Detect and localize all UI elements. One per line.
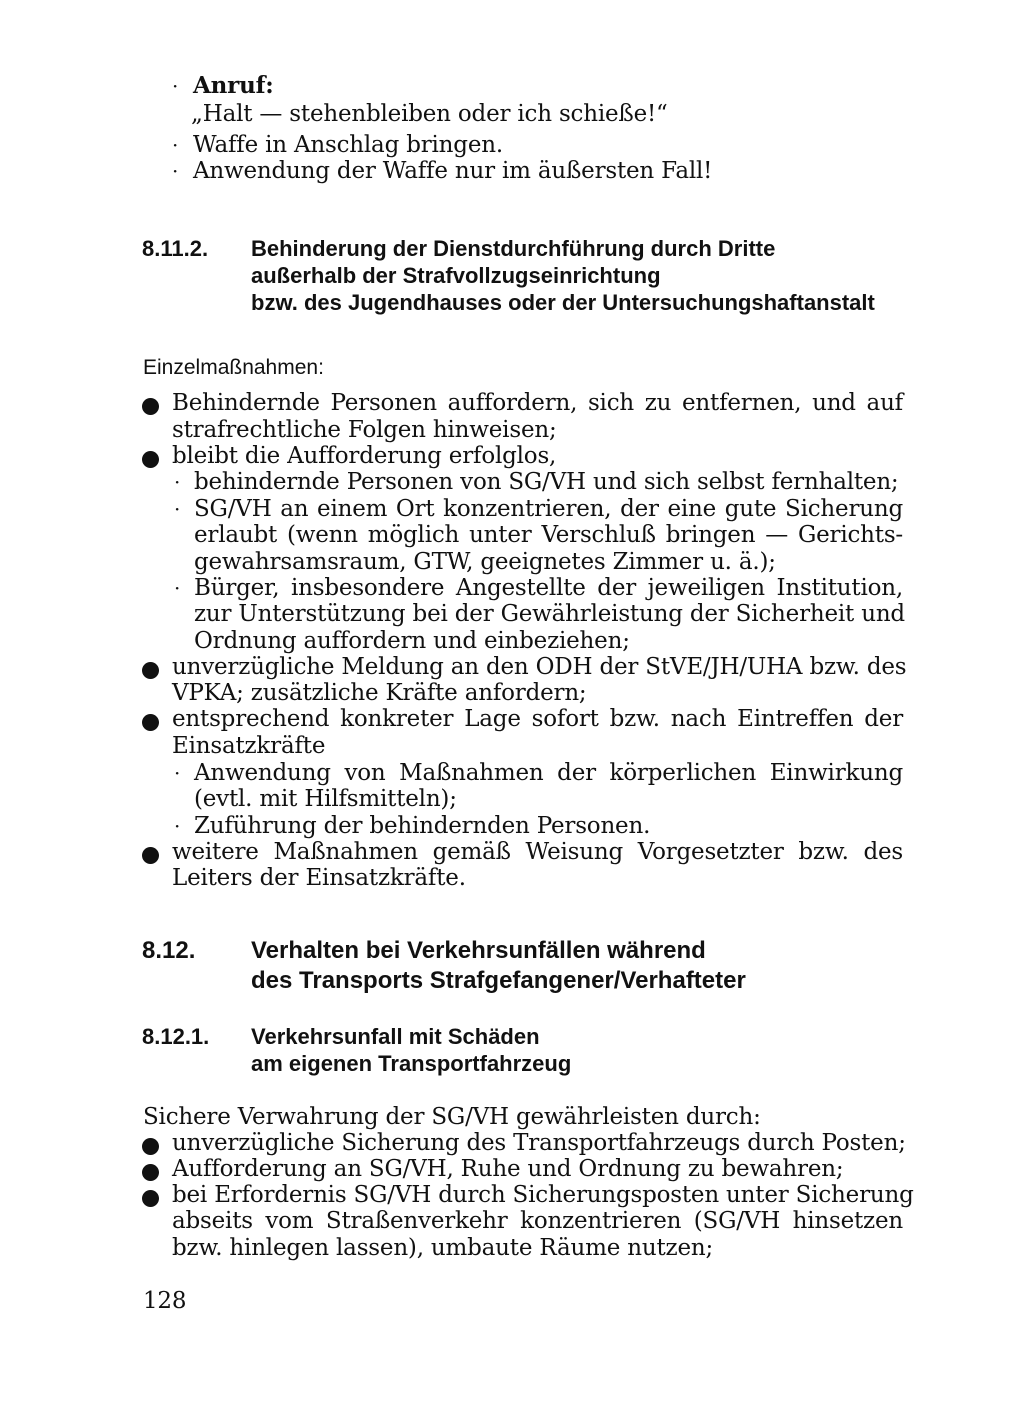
list-item: behindernde Personen von SG/VH und sich selbst fernhalten; [194,469,899,495]
list-item: Anwendung der Waffe nur im äußersten Fall! [193,158,713,184]
list-bullet [142,1164,159,1181]
list-bullet [142,451,159,468]
anruf-label: Anruf: [193,72,274,99]
list-item-cont: Ordnung auffordern und einbeziehen; [194,628,630,654]
list-item: Aufforderung an SG/VH, Ruhe und Ordnung zu bewahren; [172,1156,844,1182]
page-number: 128 [143,1288,187,1314]
section-intro: Sichere Verwahrung der SG/VH gewährleisten durch: [143,1104,761,1130]
list-bullet [142,1190,159,1207]
list-bullet: · [174,470,181,494]
list-bullet: · [172,74,179,98]
section-title-line: Verkehrsunfall mit Schäden [251,1024,540,1049]
list-item-cont: strafrechtliche Folgen hinweisen; [172,417,557,443]
section-title-line: bzw. des Jugendhauses oder der Untersuchungshaftanstalt [251,290,875,315]
list-item: unverzügliche Meldung an den ODH der StVE/JH/UHA bzw. des [172,654,907,680]
list-item-cont: erlaubt (wenn möglich unter Verschluß bringen — Gerichts- [194,522,903,548]
list-bullet: · [174,497,181,521]
list-item-cont: (evtl. mit Hilfsmitteln); [194,786,457,812]
list-bullet [142,398,159,415]
list-item-cont: bzw. hinlegen lassen), umbaute Räume nutzen; [172,1235,714,1261]
list-bullet: · [172,133,179,157]
section-number: 8.12. [142,937,196,964]
list-item: unverzügliche Sicherung des Transportfahrzeugs durch Posten; [172,1130,906,1156]
list-item-cont: Einsatzkräfte [172,733,326,759]
section-number: 8.12.1. [142,1024,210,1049]
list-item: bei Erfordernis SG/VH durch Sicherungsposten unter Sicherung [172,1182,914,1208]
list-bullet: · [174,576,181,600]
list-bullet: · [174,814,181,838]
section-title-line: Behinderung der Dienstdurchführung durch Dritte [251,236,776,261]
list-item: bleibt die Aufforderung erfolglos, [172,443,557,469]
list-item: Bürger, insbesondere Angestellte der jeweiligen Institution, [194,575,903,601]
section-title-line: am eigenen Transportfahrzeug [251,1051,572,1076]
list-bullet [142,714,159,731]
list-item-cont: Leiters der Einsatzkräfte. [172,865,466,891]
list-bullet [142,847,159,864]
section-title-line: außerhalb der Strafvollzugseinrichtung [251,263,661,288]
list-item: entsprechend konkreter Lage sofort bzw. nach Eintreffen der [172,706,903,732]
list-bullet: · [174,761,181,785]
list-item: Zuführung der behindernden Personen. [194,813,651,839]
list-bullet [142,662,159,679]
list-bullet [142,1138,159,1155]
list-item: Behindernde Personen auffordern, sich zu entfernen, und auf [172,390,903,416]
list-item: weitere Maßnahmen gemäß Weisung Vorgesetzter bzw. des [172,839,903,865]
section-title-line: des Transports Strafgefangener/Verhafteter [251,967,746,994]
section-title-line: Verhalten bei Verkehrsunfällen während [251,937,706,964]
list-item-cont: abseits vom Straßenverkehr konzentrieren (SG/VH hinsetzen [172,1208,903,1234]
list-item-cont: zur Unterstützung bei der Gewährleistung der Sicherheit und [194,601,905,627]
list-item-cont: gewahrsamsraum, GTW, geeignetes Zimmer u. ä.); [194,549,776,575]
list-item-cont: VPKA; zusätzliche Kräfte anfordern; [172,680,587,706]
list-item: SG/VH an einem Ort konzentrieren, der eine gute Sicherung [194,496,903,522]
anruf-text: „Halt — stehenbleiben oder ich schieße!“ [191,101,668,127]
list-item: Waffe in Anschlag bringen. [193,132,503,158]
list-bullet: · [172,159,179,183]
list-item: Anwendung von Maßnahmen der körperlichen Einwirkung [194,760,903,786]
section-number: 8.11.2. [142,236,209,261]
section-intro: Einzelmaßnahmen: [143,356,324,379]
